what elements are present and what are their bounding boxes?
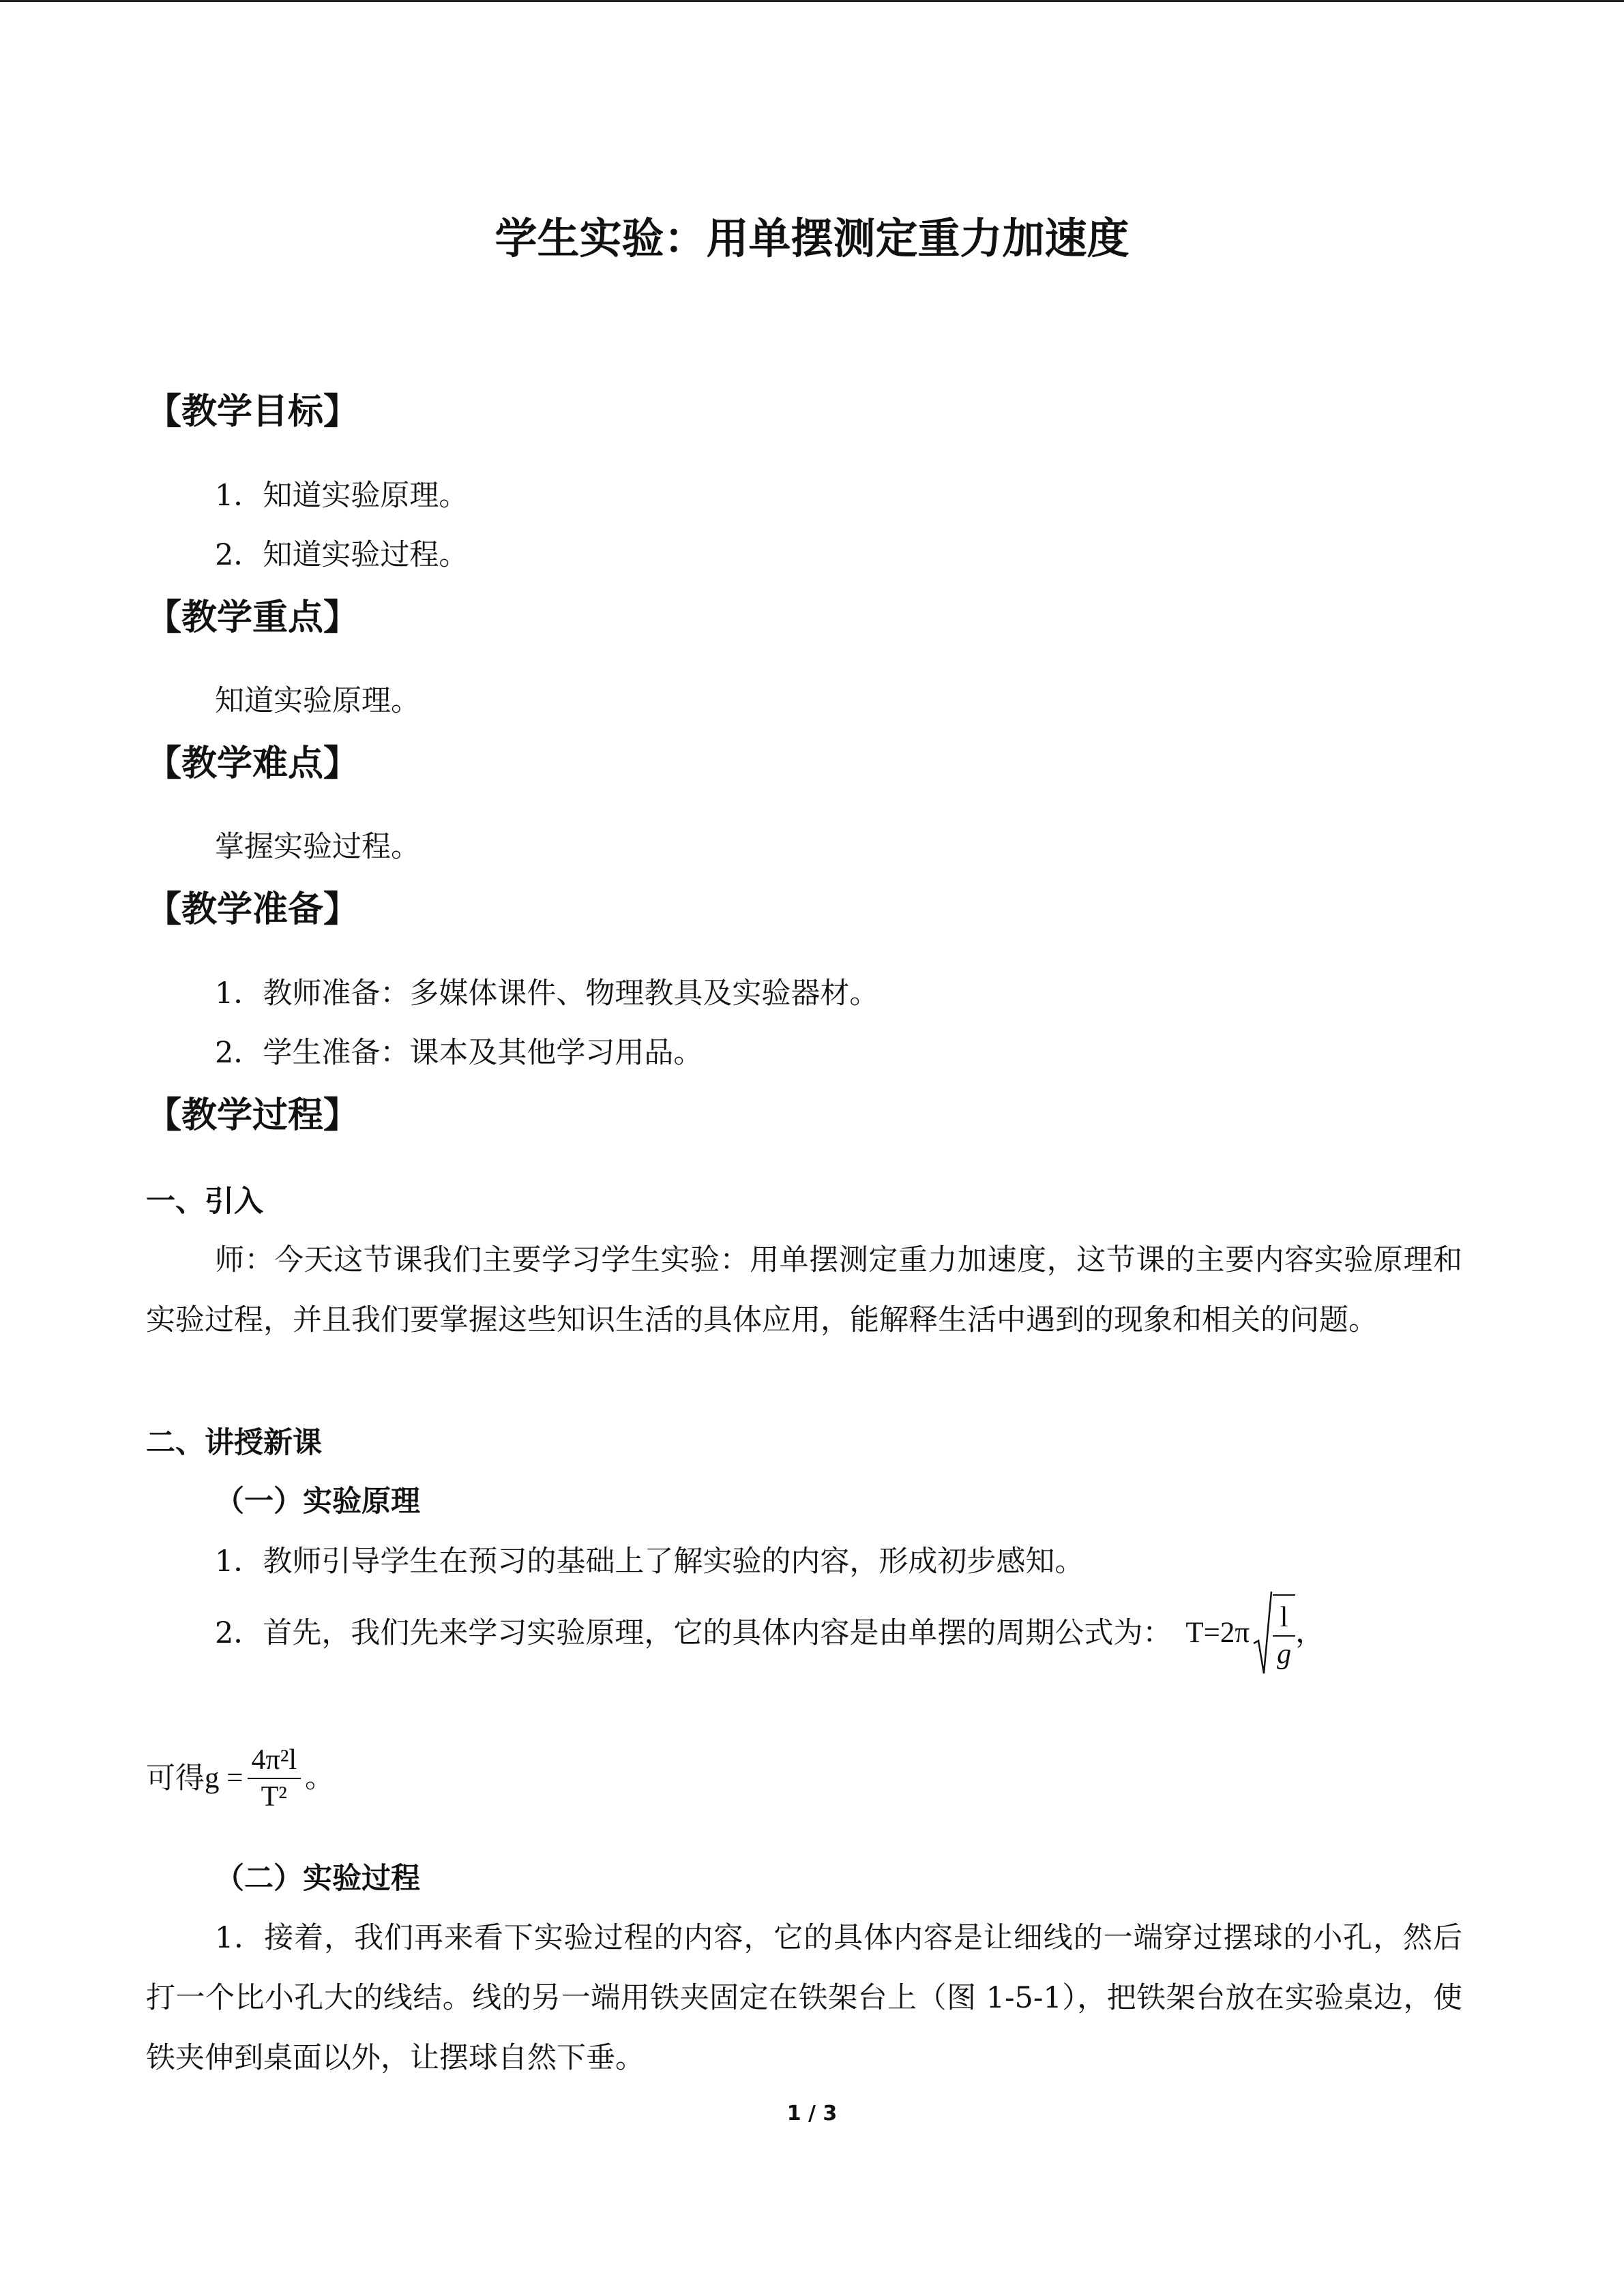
period-fraction-den: g [1277, 1639, 1292, 1670]
new-lesson-heading: 二、讲授新课 [146, 1426, 322, 1460]
key-points-text: 知道实验原理。 [215, 684, 420, 718]
g-fraction [248, 1742, 301, 1815]
heading-preparation: 【教学准备】 [146, 889, 359, 930]
g-formula-lhs: g = [205, 1762, 243, 1794]
preparation-item-1: 1．教师准备：多媒体课件、物理教具及实验器材。 [215, 976, 879, 1011]
principle-item-2-text: 2．首先，我们先来学习实验原理，它的具体内容是由单摆的周期公式为： [215, 1616, 1172, 1650]
page-number: 1 / 3 [786, 2102, 838, 2126]
objective-item-1: 1．知道实验原理。 [215, 479, 469, 513]
procedure-heading: （二）实验过程 [215, 1862, 420, 1896]
heading-process: 【教学过程】 [146, 1095, 359, 1136]
heading-key-points: 【教学重点】 [146, 597, 359, 638]
radical-sign-icon [1252, 1589, 1273, 1678]
heading-difficulties: 【教学难点】 [146, 743, 359, 784]
period-formula-lhs: T=2π [1185, 1617, 1250, 1649]
difficulties-text: 掌握实验过程。 [215, 830, 420, 864]
heading-objectives: 【教学目标】 [146, 391, 359, 432]
period-formula [1185, 1589, 1325, 1678]
g-formula-tail: 。 [304, 1762, 334, 1794]
principle-item-2 [215, 1582, 1325, 1684]
intro-paragraph: 师：今天这节课我们主要学习学生实验：用单摆测定重力加速度，这节课的主要内容实验原理和实验过程，并且我们要掌握这些知识生活的具体应用，能解释生活中遇到的现象和相关的问题。 [146, 1243, 1462, 1337]
principle-item-1: 1．教师引导学生在预习的基础上了解实验的内容，形成初步感知。 [215, 1545, 1084, 1579]
preparation-item-2: 2．学生准备：课本及其他学习用品。 [215, 1036, 703, 1070]
period-fraction-num: l [1273, 1600, 1295, 1637]
page-title: 学生实验：用单摆测定重力加速度 [494, 213, 1130, 263]
period-fraction [1273, 1594, 1295, 1672]
g-fraction-num: 4π²l [248, 1742, 301, 1779]
procedure-item-1: 1．接着，我们再来看下实验过程的内容，它的具体内容是让细线的一端穿过摆球的小孔，然后打一个比小孔大的线结。线的另一端用铁夹固定在铁架台上（图 1-5-1），把铁架台放在实验桌边，使铁夹伸到桌面以外，让摆球自然下垂。 [146, 1921, 1462, 2075]
objective-item-2: 2．知道实验过程。 [215, 538, 469, 572]
top-border [0, 0, 1624, 2]
intro-heading: 一、引入 [146, 1184, 263, 1219]
period-formula-tail: ， [1295, 1617, 1325, 1649]
principle-heading: （一）实验原理 [215, 1485, 420, 1519]
g-formula [205, 1742, 334, 1815]
g-formula-prefix: 可得 [146, 1761, 205, 1795]
g-fraction-den: T² [261, 1781, 287, 1813]
g-formula-line [146, 1731, 334, 1826]
